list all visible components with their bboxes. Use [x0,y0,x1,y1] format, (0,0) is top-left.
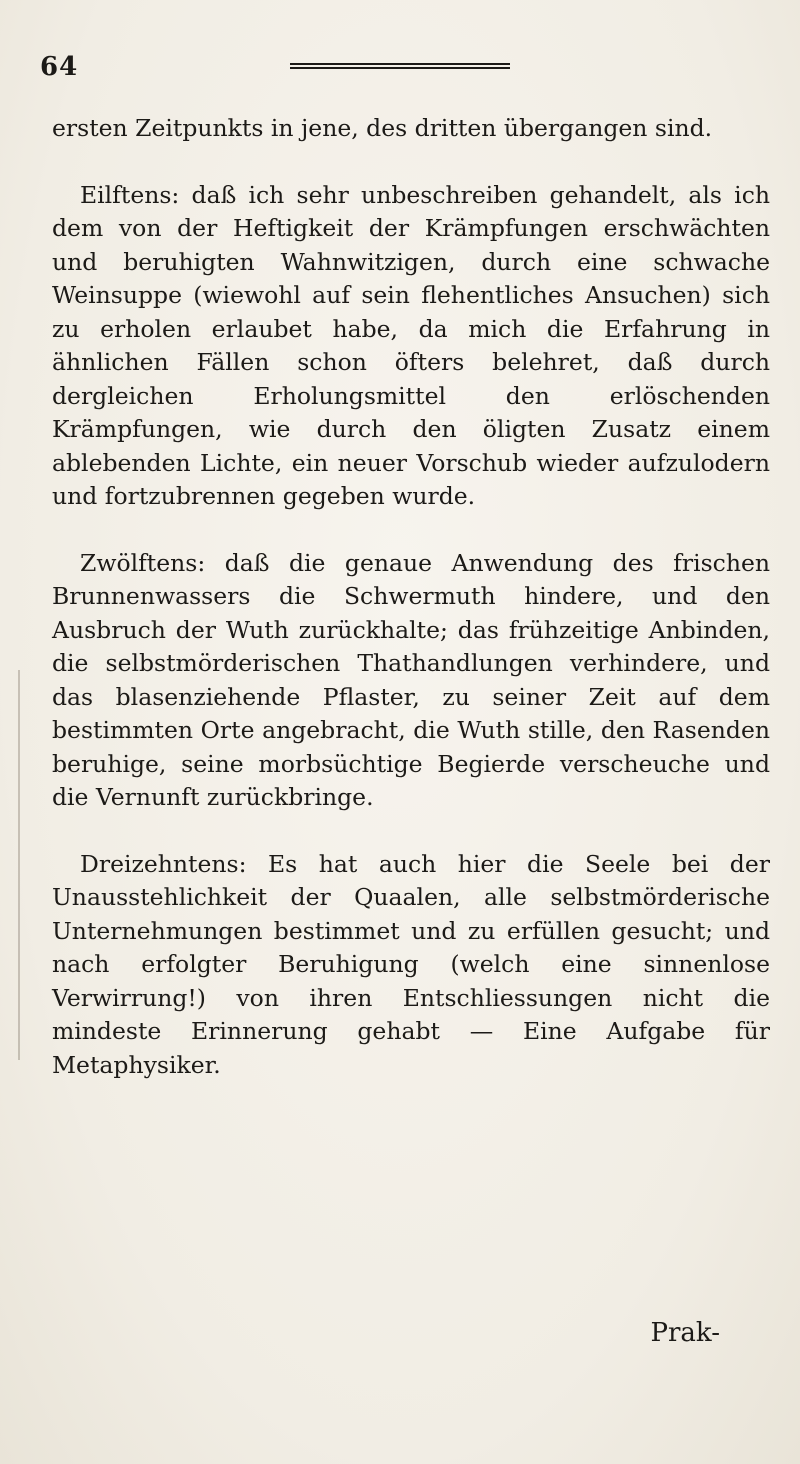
paragraph-continuation: ersten Zeitpunkts in jene, des dritten übergangen sind. [52,114,713,142]
catchword: Prak- [650,1318,720,1348]
margin-line [18,670,20,1060]
paragraph-eleventh: Eilftens: daß ich sehr unbeschreiben gehandelt, als ich dem von der Heftigkeit der Krämpfungen erschwächten und beruhigten Wahnwitzigen, durch eine schwache Weinsuppe (wiewohl auf sein flehentliches Ansuchen) sich zu erholen erlaubet habe, da mich die Erfahrung in ähnlichen Fällen schon öfters belehret, daß durch dergleichen Erholungsmittel den erlöschenden Krämpfungen, wie durch den öligten Zusatz einem ablebenden Lichte, ein neuer Vorschub wieder aufzulodern und fortzubrennen gegeben wurde. [52,180,770,510]
page-number: 64 [40,52,79,82]
paragraph-twelfth: Zwölftens: daß die genaue Anwendung des frischen Brunnenwassers die Schwermuth hindere, und den Ausbruch der Wuth zurückhalte; das frühzeitige Anbinden, die selbstmörderischen Thathandlungen verhindere, und das blasenziehende Pflaster, zu seiner Zeit auf dem bestimmten Orte angebracht, die Wuth stille, den Rasenden beruhige, seine morbsüchtige Begierde verscheuche und die Vernunft zurückbringe. [52,548,770,811]
paragraph-thirteenth: Dreizehntens: Es hat auch hier die Seele bei der Unausstehlichkeit der Quaalen, alle selbstmörderische Unternehmungen bestimmet und zu erfüllen gesucht; und nach erfolgter Beruhigung (welch eine sinnenlose Verwirrung!) von ihren Entschliessungen nicht die mindeste Erinnerung gehabt — Eine Aufgabe für Metaphysiker. [52,849,770,1079]
body-text [52,112,770,1082]
header-ornament-rule [290,63,510,69]
